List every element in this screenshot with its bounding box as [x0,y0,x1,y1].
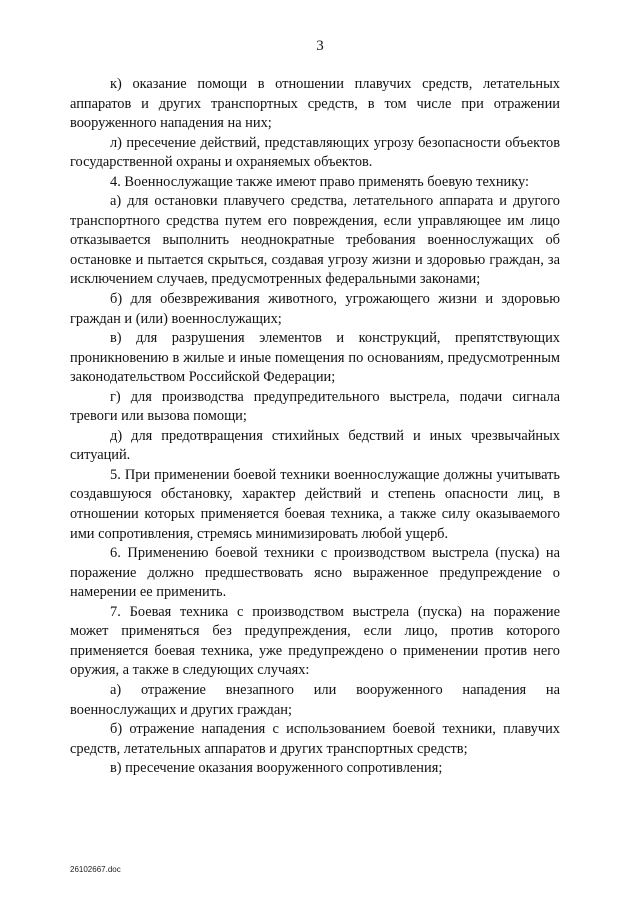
paragraph-item-a: а) для остановки плавучего средства, летательного аппарата и другого транспортного средства путем его повреждения, если управляющее им лицо отказывается выполнить неоднократные требования военнослужащих об остановке и пытается скрыться, создавая угрозу жизни и здоровью граждан, за исключением случаев, предусмотренных федеральными законами; [70,193,560,288]
paragraph-case-v: в) пресечение оказания вооруженного сопротивления; [110,760,443,777]
paragraph-clause-6: 6. Применению боевой техники с производством выстрела (пуска) на поражение должно предшествовать ясно выраженное предупреждение о намерении ее применить. [70,545,560,601]
document-filename: 26102667.doc [70,865,121,874]
paragraph-item-l: л) пресечение действий, представляющих угрозу безопасности объектов государственной охраны и охраняемых объектов. [70,134,560,171]
paragraph-item-v: в) для разрушения элементов и конструкций, препятствующих проникновению в жилые и иные помещения по основаниям, предусмотренным законодательством Российской Федерации; [70,330,560,386]
paragraph-item-g: г) для производства предупредительного выстрела, подачи сигнала тревоги или вызова помощи; [70,388,560,425]
paragraph-clause-7: 7. Боевая техника с производством выстрела (пуска) на поражение может применяться без предупреждения, если лицо, против которого применяется боевая техника, уже предупреждено о применении против него оружия, а также в следующих случаях: [70,603,560,679]
document-body [70,75,560,779]
paragraph-case-a: а) отражение внезапного или вооруженного нападения на военнослужащих и других граждан; [70,681,560,718]
paragraph-case-b: б) отражение нападения с использованием боевой техники, плавучих средств, летательных аппаратов и других транспортных средств; [70,721,560,757]
paragraph-clause-4: 4. Военнослужащие также имеют право применять боевую технику: [110,173,530,190]
page-number: 3 [316,38,324,54]
paragraph-item-b: б) для обезвреживания животного, угрожающего жизни и здоровью граждан и (или) военнослужащих; [70,291,560,327]
paragraph-clause-5: 5. При применении боевой техники военнослужащие должны учитывать создавшуюся обстановку, характер действий и степень опасности лиц, в отношении которых применяется боевая техника, а также силу оказываемого ими сопротивления, стремясь минимизировать любой ущерб. [70,466,560,542]
paragraph-item-d: д) для предотвращения стихийных бедствий и иных чрезвычайных ситуаций. [70,427,560,464]
paragraph-item-k: к) оказание помощи в отношении плавучих средств, летательных аппаратов и других транспортных средств, в том числе при отражении вооруженного нападения на них; [70,76,560,132]
